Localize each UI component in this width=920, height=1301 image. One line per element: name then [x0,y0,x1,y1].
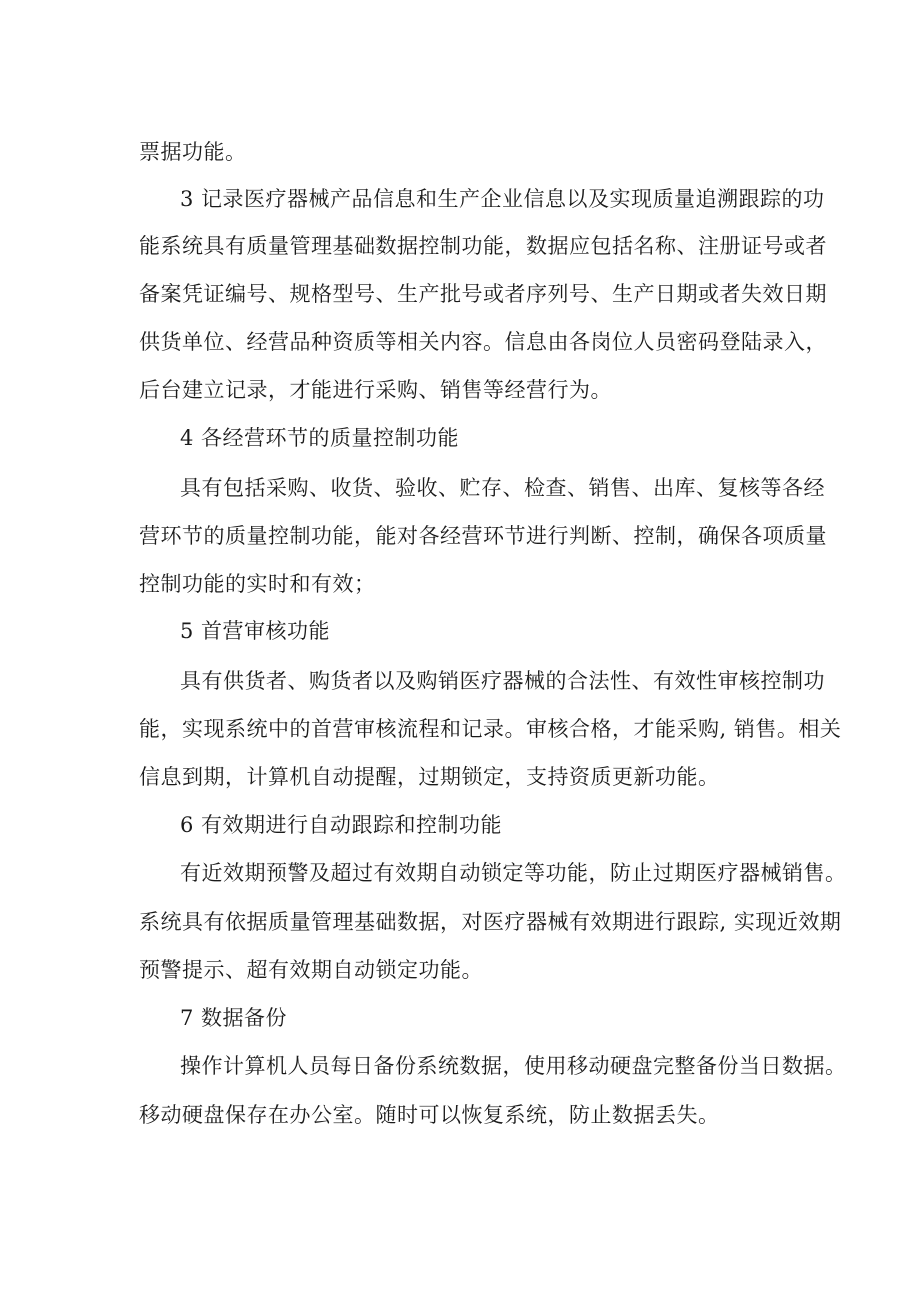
section-3-line-2: 能系统具有质量管理基础数据控制功能，数据应包括名称、注册证号或者 [139,234,827,258]
section-7-line-1: 操作计算机人员每日备份系统数据，使用移动硬盘完整备份当日数据。 [180,1054,847,1078]
section-7-heading: 7 数据备份 [180,1006,288,1030]
section-5-line-1: 具有供货者、购货者以及购销医疗器械的合法性、有效性审核控制功 [180,669,825,693]
section-7-line-2: 移动硬盘保存在办公室。随时可以恢复系统，防止数据丢失。 [139,1103,720,1127]
section-4-line-3: 控制功能的实时和有效； [139,572,376,596]
section-3-line-5: 后台建立记录，才能进行采购、销售等经营行为。 [139,378,612,402]
section-5-line-2: 能，实现系统中的首营审核流程和记录。审核合格，才能采购, 销售。相关 [139,717,842,741]
section-3-line-1: 3 记录医疗器械产品信息和生产企业信息以及实现质量追溯跟踪的功 [180,187,825,211]
text-line-1: 票据功能。 [139,140,247,164]
section-4-line-1: 具有包括采购、收货、验收、贮存、检查、销售、出库、复核等各经 [180,476,825,500]
section-5-line-3: 信息到期，计算机自动提醒，过期锁定，支持资质更新功能。 [139,765,720,789]
section-3-line-3: 备案凭证编号、规格型号、生产批号或者序列号、生产日期或者失效日期 [139,282,827,306]
section-5-heading: 5 首营审核功能 [180,619,331,643]
section-6-heading: 6 有效期进行自动跟踪和控制功能 [180,813,503,837]
section-4-heading: 4 各经营环节的质量控制功能 [180,426,460,450]
section-6-line-3: 预警提示、超有效期自动锁定功能。 [139,958,483,982]
section-6-line-2: 系统具有依据质量管理基础数据，对医疗器械有效期进行跟踪, 实现近效期 [139,910,842,934]
section-6-line-1: 有近效期预警及超过有效期自动锁定等功能，防止过期医疗器械销售。 [180,861,847,885]
section-4-line-2: 营环节的质量控制功能，能对各经营环节进行判断、控制，确保各项质量 [139,524,827,548]
section-3-line-4: 供货单位、经营品种资质等相关内容。信息由各岗位人员密码登陆录入， [139,330,827,354]
